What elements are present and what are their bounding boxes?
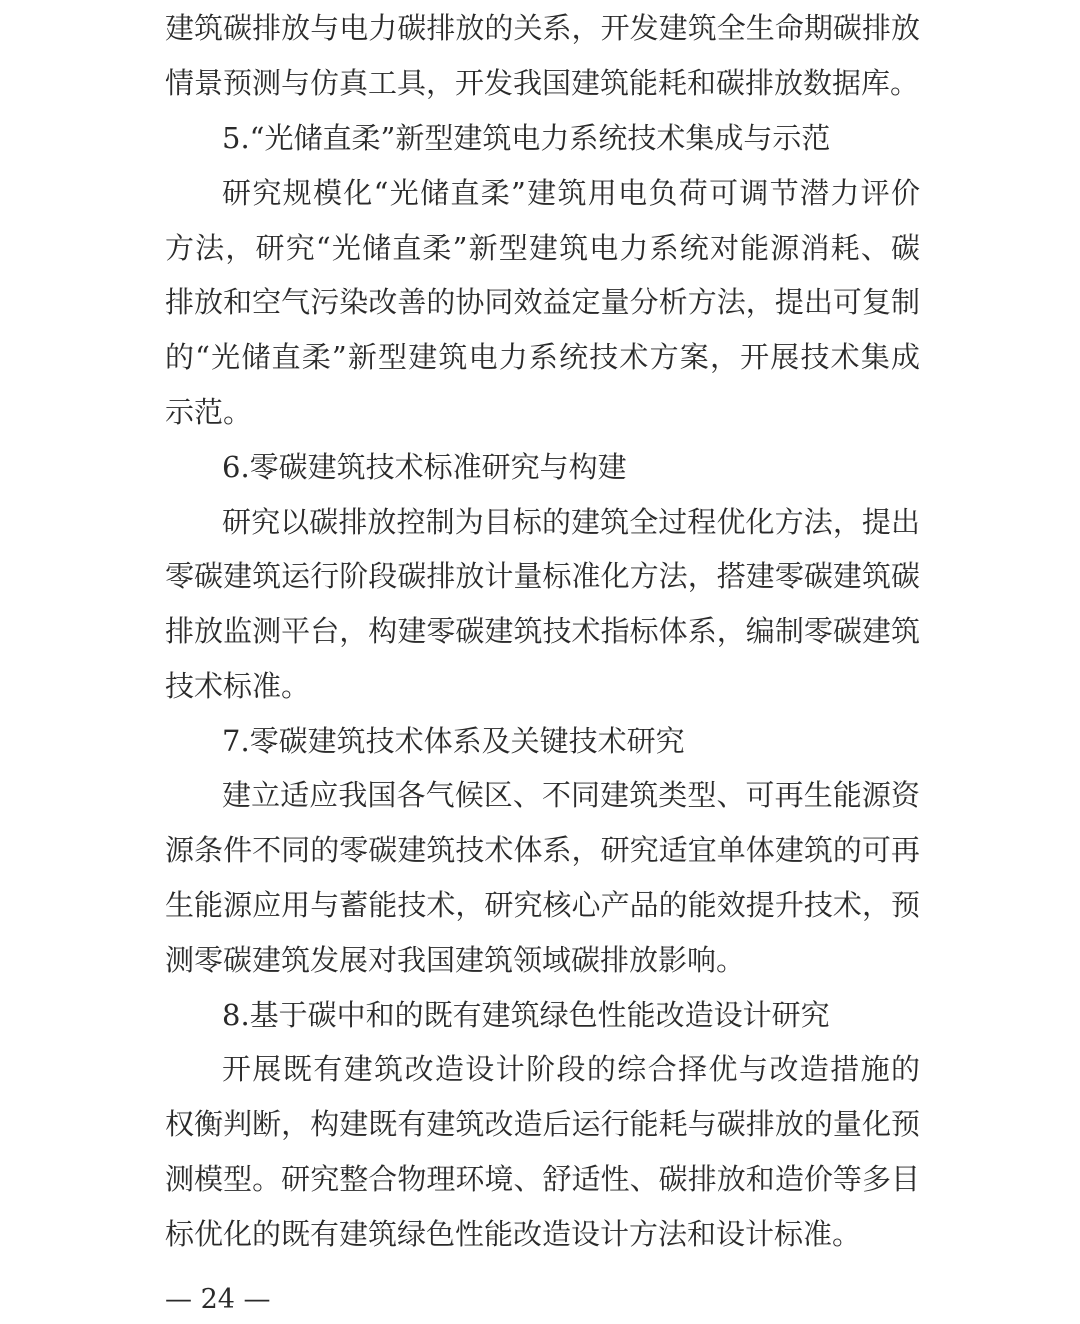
section-heading: 8.基于碳中和的既有建筑绿色性能改造设计研究 [222,998,830,1032]
text-line: 源条件不同的零碳建筑技术体系，研究适宜单体建筑的可再 [165,833,920,867]
text-line: 标优化的既有建筑绿色性能改造设计方法和设计标准。 [165,1217,862,1251]
text-line: 技术标准。 [165,669,311,703]
text-line: 生能源应用与蓄能技术，研究核心产品的能效提升技术，预 [165,888,920,922]
text-line: 方法，研究“光储直柔”新型建筑电力系统对能源消耗、碳 [165,231,920,265]
text-line: 的“光储直柔”新型建筑电力系统技术方案，开展技术集成 [165,340,920,374]
text-line: 测模型。研究整合物理环境、舒适性、碳排放和造价等多目 [165,1162,920,1196]
text-line: 排放和空气污染改善的协同效益定量分析方法，提出可复制 [165,285,920,319]
text-line: 研究规模化“光储直柔”建筑用电负荷可调节潜力评价 [222,176,920,210]
text-line: 情景预测与仿真工具，开发我国建筑能耗和碳排放数据库。 [165,66,920,100]
section-heading: 7.零碳建筑技术体系及关键技术研究 [222,724,685,758]
text-line: 零碳建筑运行阶段碳排放计量标准化方法，搭建零碳建筑碳 [165,559,920,593]
text-line: 排放监测平台，构建零碳建筑技术指标体系，编制零碳建筑 [165,614,920,648]
text-line: 建筑碳排放与电力碳排放的关系，开发建筑全生命期碳排放 [165,11,920,45]
section-heading: 6.零碳建筑技术标准研究与构建 [222,450,627,484]
text-line: 研究以碳排放控制为目标的建筑全过程优化方法，提出 [222,505,920,539]
page-number: — 24 — [165,1284,271,1315]
text-line: 权衡判断，构建既有建筑改造后运行能耗与碳排放的量化预 [165,1107,920,1141]
text-line: 开展既有建筑改造设计阶段的综合择优与改造措施的 [222,1052,920,1086]
text-line: 测零碳建筑发展对我国建筑领域碳排放影响。 [165,943,746,977]
text-line: 建立适应我国各气候区、不同建筑类型、可再生能源资 [222,778,920,812]
section-heading: 5.“光储直柔”新型建筑电力系统技术集成与示范 [222,121,831,155]
text-line: 示范。 [165,395,253,429]
